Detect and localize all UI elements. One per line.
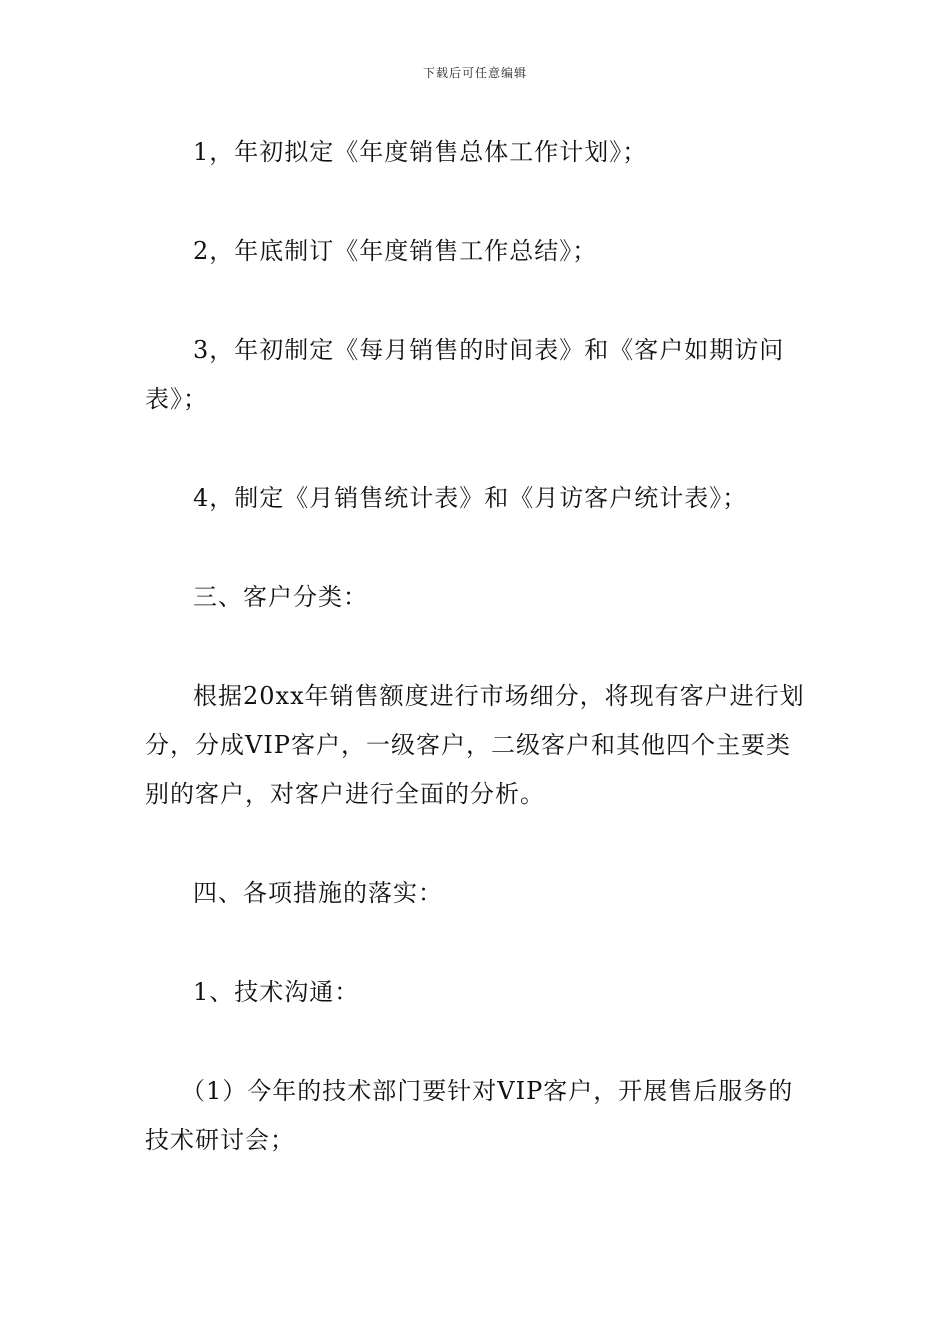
section-heading-measures: 四、各项措施的落实： xyxy=(193,879,443,907)
subheading-technical-communication: 1、技术沟通： xyxy=(193,978,360,1006)
header-note: 下载后可任意编辑 xyxy=(422,66,527,80)
paragraph-plan-item-1: 1，年初拟定《年度销售总体工作计划》； xyxy=(193,138,648,166)
paragraph-customer-classification: 根据20xx年销售额度进行市场细分，将现有客户进行划分，分成VIP客户，一级客户，二级客户和其他四个主要类别的客户，对客户进行全面的分析。 xyxy=(145,682,805,808)
paragraph-plan-item-4: 4，制定《月销售统计表》和《月访客户统计表》； xyxy=(193,484,748,512)
document-body xyxy=(145,128,805,1165)
paragraph-plan-item-2: 2，年底制订《年度销售工作总结》； xyxy=(193,237,598,265)
paragraph-plan-item-3: 3，年初制定《每月销售的时间表》和《客户如期访问表》； xyxy=(145,336,785,413)
section-heading-customer-classification: 三、客户分类： xyxy=(193,583,368,611)
paragraph-technical-seminar: （1）今年的技术部门要针对VIP客户，开展售后服务的技术研讨会； xyxy=(145,1077,794,1154)
